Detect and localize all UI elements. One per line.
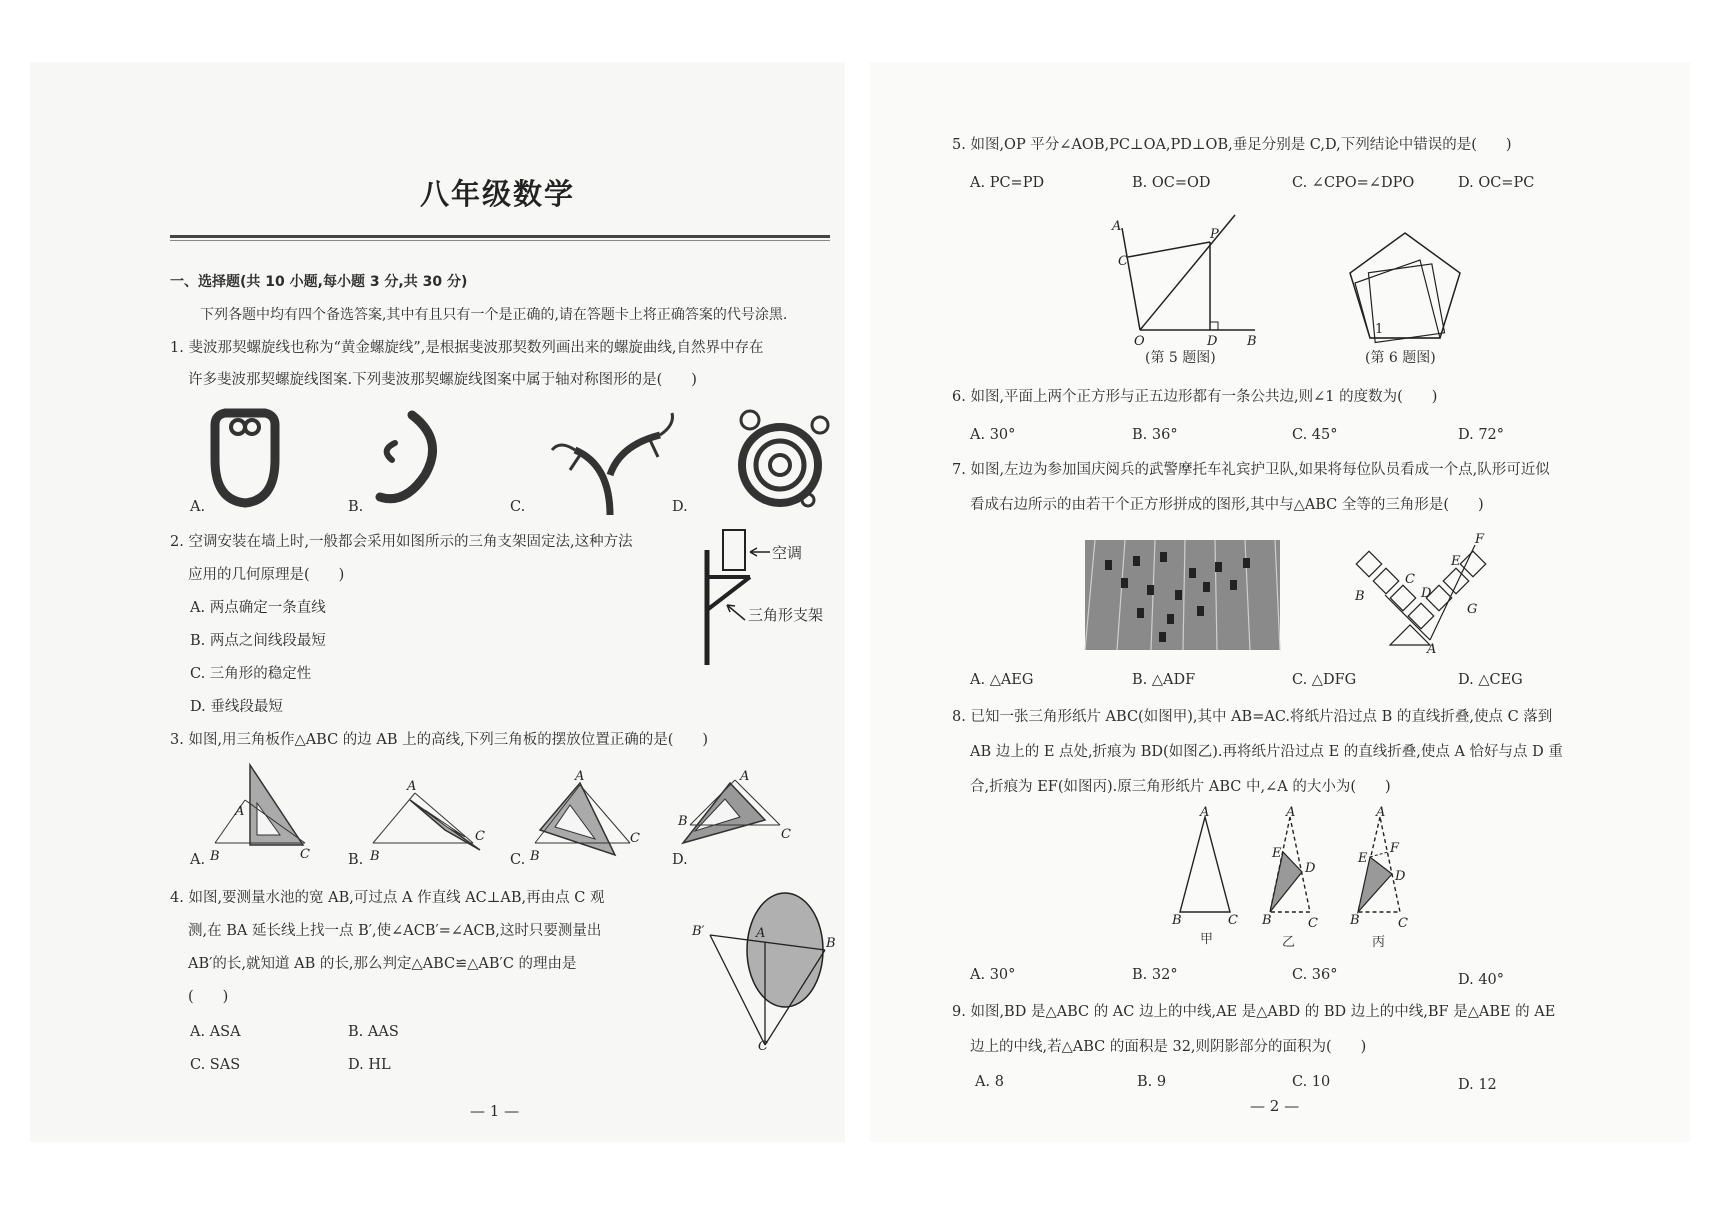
q4-line2: 测,在 BA 延长线上找一点 B′,使∠ACB′=∠ACB,这时只要测量出 — [188, 923, 602, 939]
q1-option-d: D. — [672, 499, 688, 515]
q1-line2: 许多斐波那契螺旋线图案.下列斐波那契螺旋线图案中属于轴对称图形的是( ) — [188, 372, 697, 388]
q4-line3: AB′的长,就知道 AB 的长,那么判定△ABC≌△AB′C 的理由是 — [188, 956, 577, 972]
svg-text:P: P — [1210, 227, 1219, 242]
svg-text:A: A — [1427, 642, 1437, 657]
q8-line1: 8. 已知一张三角形纸片 ABC(如图甲),其中 AB=AC.将纸片沿过点 B 的直线折叠,使点 C 落到 — [952, 709, 1553, 725]
q7-line2: 看成右边所示的由若干个正方形拼成的图形,其中与△ABC 全等的三角形是( ) — [970, 497, 1484, 513]
svg-text:C: C — [1405, 572, 1415, 587]
svg-text:B: B — [530, 849, 540, 864]
page-number-2: — 2 — — [1250, 1097, 1300, 1115]
svg-text:A: A — [1376, 805, 1386, 820]
q3-text: 3. 如图,用三角板作△ABC 的边 AB 上的高线,下列三角板的摆放位置正确的是( ) — [170, 732, 709, 748]
q5-text: 5. 如图,OP 平分∠AOB,PC⊥OA,PD⊥OB,垂足分别是 C,D,下列结论中错误的是( ) — [952, 137, 1512, 153]
svg-text:B: B — [1355, 589, 1365, 604]
q2-option-d: D. 垂线段最短 — [190, 699, 283, 715]
q9-option-a: A. 8 — [975, 1074, 1004, 1090]
svg-text:B: B — [678, 814, 688, 829]
q7-option-c: C. △DFG — [1292, 672, 1357, 688]
svg-text:E: E — [1451, 554, 1461, 569]
q9-option-c: C. 10 — [1292, 1074, 1331, 1090]
instructions: 下列各题中均有四个备选答案,其中有且只有一个是正确的,请在答题卡上将正确答案的代号涂黑. — [200, 307, 788, 323]
q8-line2: AB 边上的 E 点处,折痕为 BD(如图乙).再将纸片沿过点 E 的直线折叠,使点 A 恰好与点 D 重 — [970, 744, 1563, 760]
svg-text:A: A — [756, 926, 766, 941]
q4-option-c: C. SAS — [190, 1057, 241, 1073]
q7-option-a: A. △AEG — [970, 672, 1034, 688]
title-rule — [170, 235, 830, 238]
q9-option-d: D. 12 — [1458, 1077, 1497, 1093]
q6-pentagon-figure — [1345, 228, 1465, 348]
svg-text:A: A — [1286, 805, 1296, 820]
q1-option-c: C. — [510, 499, 526, 515]
svg-text:A: A — [1200, 805, 1210, 820]
svg-text:B′: B′ — [692, 924, 705, 939]
svg-text:A: A — [1112, 219, 1122, 234]
q4-line1: 4. 如图,要测量水池的宽 AB,可过点 A 作直线 AC⊥AB,再由点 C 观 — [170, 890, 605, 906]
svg-text:D: D — [1305, 861, 1316, 876]
q7-line1: 7. 如图,左边为参加国庆阅兵的武警摩托车礼宾护卫队,如果将每位队员看成一个点,队形可近似 — [952, 462, 1550, 478]
q3-figure-a — [209, 765, 310, 864]
q6-option-b: B. 36° — [1132, 427, 1178, 443]
svg-text:B: B — [826, 936, 836, 951]
q3-triangle-figures — [185, 765, 825, 865]
q5-option-d: D. OC=PC — [1458, 175, 1535, 191]
svg-text:B: B — [1172, 913, 1182, 928]
q6-caption: (第 6 题图) — [1365, 350, 1436, 366]
svg-text:B: B — [1350, 913, 1360, 928]
svg-text:C: C — [758, 1039, 768, 1054]
q4-option-d: D. HL — [348, 1057, 391, 1073]
q2-label-ac: 空调 — [772, 544, 803, 562]
q8-option-a: A. 30° — [970, 967, 1016, 983]
svg-text:C: C — [630, 831, 640, 846]
svg-text:C: C — [300, 847, 310, 862]
q1-figure-c — [552, 413, 673, 515]
q7-option-d: D. △CEG — [1458, 672, 1523, 688]
q8-line3: 合,折痕为 EF(如图丙).原三角形纸片 ABC 中,∠A 的大小为( ) — [970, 779, 1391, 795]
svg-text:C: C — [475, 829, 485, 844]
svg-text:C: C — [1308, 916, 1318, 931]
q3-option-a: A. — [190, 852, 206, 868]
svg-text:A: A — [575, 769, 585, 784]
svg-text:C: C — [781, 827, 791, 842]
section-header: 一、选择题(共 10 小题,每小题 3 分,共 30 分) — [170, 274, 468, 290]
q6-text: 6. 如图,平面上两个正方形与正五边形都有一条公共边,则∠1 的度数为( ) — [952, 389, 1438, 405]
q3-figure-c — [529, 769, 640, 864]
q8-caption-bing: 丙 — [1372, 935, 1386, 950]
q8-option-c: C. 36° — [1292, 967, 1338, 983]
q5-option-c: C. ∠CPO=∠DPO — [1292, 175, 1415, 191]
exam-title: 八年级数学 — [420, 177, 576, 211]
q9-line1: 9. 如图,BD 是△ABC 的 AC 边上的中线,AE 是△ABD 的 BD 边上的中线,BF 是△ABE 的 AE — [952, 1004, 1556, 1020]
q9-option-b: B. 9 — [1137, 1074, 1167, 1090]
svg-text:C: C — [1118, 254, 1128, 269]
q5-caption: (第 5 题图) — [1145, 350, 1216, 366]
q2-option-c: C. 三角形的稳定性 — [190, 666, 312, 682]
svg-text:D: D — [1207, 334, 1218, 349]
q8-option-b: B. 32° — [1132, 967, 1178, 983]
q3-figure-d — [677, 769, 791, 843]
svg-text:E: E — [1272, 846, 1282, 861]
q6-option-d: D. 72° — [1458, 427, 1505, 443]
svg-text:F: F — [1475, 532, 1485, 547]
q8-caption-jia: 甲 — [1200, 932, 1214, 947]
q2-option-a: A. 两点确定一条直线 — [190, 600, 326, 616]
q9-line2: 边上的中线,若△ABC 的面积是 32,则阴影部分的面积为( ) — [970, 1039, 1367, 1055]
q3-option-b: B. — [348, 852, 364, 868]
q1-option-b: B. — [348, 499, 364, 515]
q2-option-b: B. 两点之间线段最短 — [190, 633, 326, 649]
q5-option-a: A. PC=PD — [970, 175, 1045, 191]
q3-option-d: D. — [672, 852, 688, 868]
svg-text:G: G — [1467, 602, 1478, 617]
q8-figure-yi — [1270, 817, 1310, 912]
svg-text:B: B — [370, 849, 380, 864]
svg-text:A: A — [740, 769, 750, 784]
svg-text:D: D — [1395, 869, 1406, 884]
svg-text:F: F — [1390, 841, 1400, 856]
q2-bracket-figure — [695, 530, 835, 670]
q2-line1: 2. 空调安装在墙上时,一般都会采用如图所示的三角支架固定法,这种方法 — [170, 534, 633, 550]
q4-line4: ( ) — [188, 989, 229, 1005]
title-rule-thin — [170, 240, 830, 241]
q6-option-c: C. 45° — [1292, 427, 1338, 443]
q2-label-bracket: 三角形支架 — [748, 606, 824, 624]
svg-text:B: B — [1262, 913, 1272, 928]
svg-text:E: E — [1358, 851, 1368, 866]
svg-text:B: B — [1247, 334, 1257, 349]
svg-text:A: A — [235, 804, 245, 819]
q1-spiral-figures — [180, 405, 1000, 515]
q4-pond-figure — [690, 885, 850, 1055]
q7-squares-figure — [1355, 532, 1515, 657]
svg-text:C: C — [1228, 913, 1238, 928]
q7-option-b: B. △ADF — [1132, 672, 1196, 688]
q4-option-a: A. ASA — [190, 1024, 241, 1040]
svg-text:1: 1 — [1375, 322, 1384, 337]
q8-fold-figures — [1170, 805, 1430, 942]
q7-parade-photo — [1085, 540, 1280, 650]
svg-text:C: C — [1398, 916, 1408, 931]
svg-text:A: A — [407, 779, 417, 794]
q3-figure-b — [369, 779, 485, 864]
q8-figure-jia — [1180, 817, 1230, 912]
page-number-1: — 1 — — [470, 1102, 520, 1120]
q1-line1: 1. 斐波那契螺旋线也称为“黄金螺旋线”,是根据斐波那契数列画出来的螺旋曲线,自然界中存在 — [170, 340, 764, 356]
q6-option-a: A. 30° — [970, 427, 1016, 443]
q3-option-c: C. — [510, 852, 526, 868]
q1-figure-d — [741, 411, 828, 506]
q1-figure-a — [215, 413, 275, 503]
q8-caption-yi: 乙 — [1282, 935, 1296, 950]
q1-figure-b — [380, 415, 433, 499]
q8-option-d: D. 40° — [1458, 972, 1505, 988]
svg-text:B: B — [210, 849, 220, 864]
svg-text:O: O — [1134, 334, 1145, 349]
q4-option-b: B. AAS — [348, 1024, 399, 1040]
svg-text:D: D — [1421, 586, 1432, 601]
q1-option-a: A. — [190, 499, 206, 515]
q5-angle-figure — [1110, 210, 1280, 350]
q5-option-b: B. OC=OD — [1132, 175, 1211, 191]
q2-line2: 应用的几何原理是( ) — [188, 567, 345, 583]
